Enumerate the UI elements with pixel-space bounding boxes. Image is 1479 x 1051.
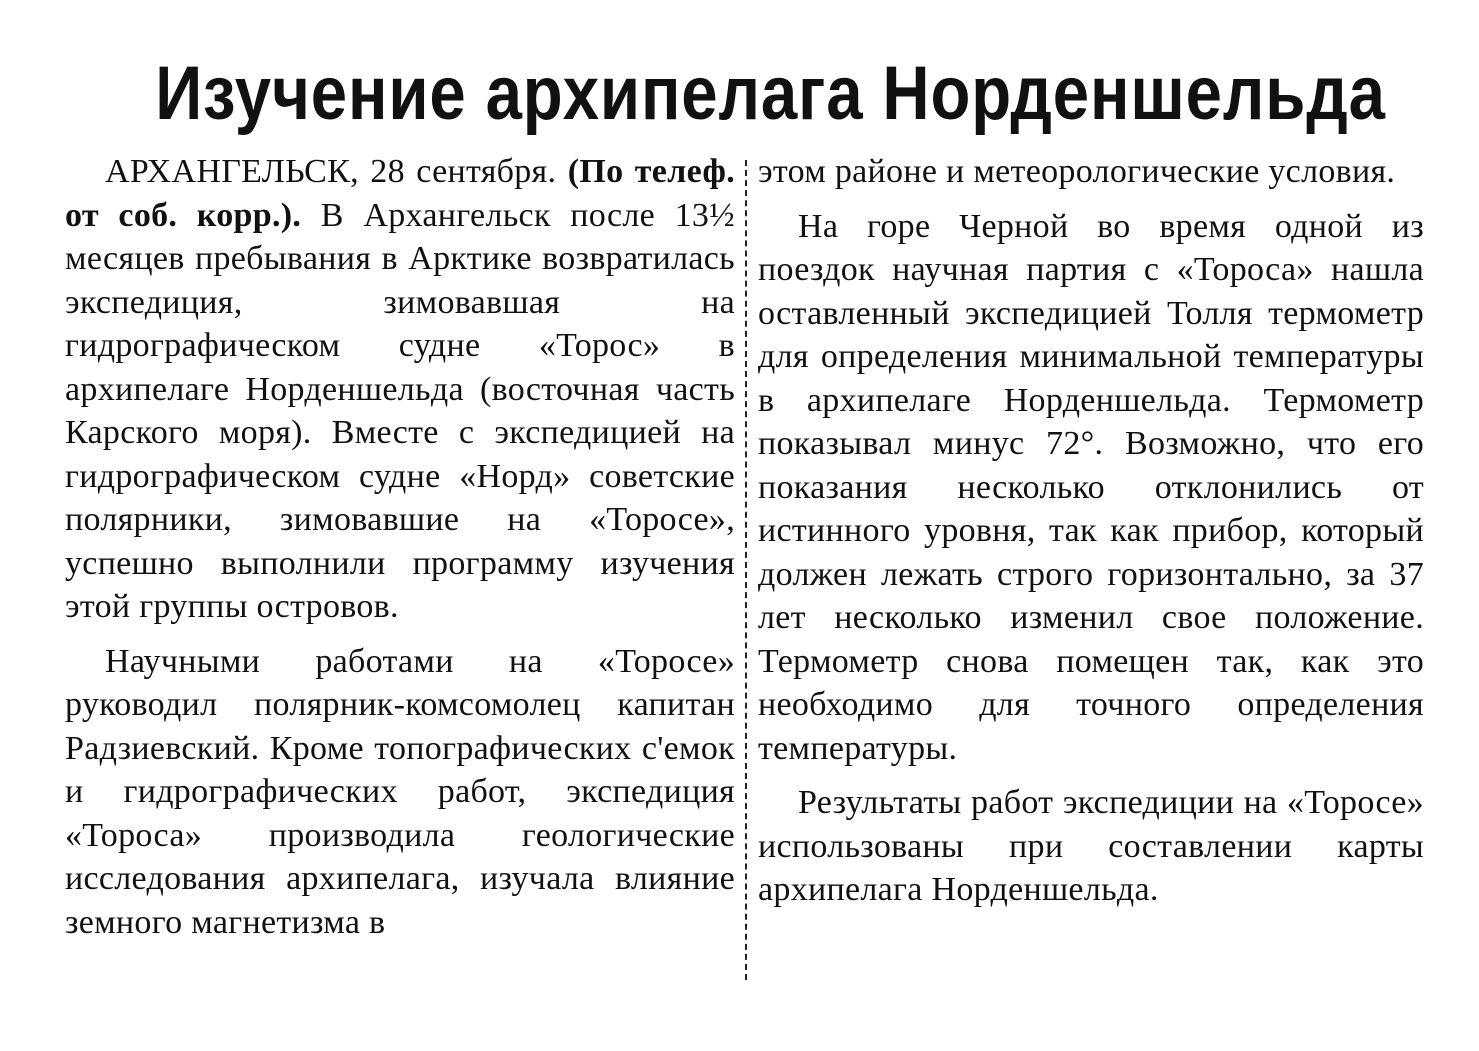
article-headline: Изучение архипелага Норденшельда xyxy=(155,51,1386,136)
paragraph xyxy=(65,150,735,629)
source-note: (По телеф. от соб. корр.). xyxy=(65,153,735,234)
paragraph: Результаты работ экспедиции на «Торосе» использованы при составлении карты архипелага Норденшельда. xyxy=(758,784,1424,908)
paragraph: На горе Черной во время одной из поездок научная партия с «Тороса» нашла оставленный экспедицией Толля термометр для определения минимальной температуры в архипелаге Норденшельда. Термометр показывал минус 72°. Возможно, что его показания несколько отклонились от истинного уровня, так как прибор, который должен лежать строго горизонтально, за 37 лет несколько изменил свое положение. Термометр снова помещен так, как это необходимо для точного определения температуры. xyxy=(758,207,1424,767)
paragraph: Научными работами на «Торосе» руководил полярник-комсомолец капитан Радзиевский. Кроме топографических с'емок и гидрографических работ, экспедиция «Тороса» производила геологические исследования архипелага, изучала влияние земного магнетизма в xyxy=(65,642,735,941)
right-column xyxy=(758,150,1424,923)
paragraph: этом районе и метеорологические условия. xyxy=(758,153,1396,190)
dateline: АРХАНГЕЛЬСК, 28 сентября. xyxy=(105,153,557,190)
column-divider xyxy=(745,160,747,980)
paragraph-body: В Архангельск после 13½ месяцев пребывания в Арктике возвратилась экспедиция, зимовавшая на гидрографическом судне «Торос» в архипелаге Норденшельда (восточная часть Карского моря). Вместе с экспедицией на гидрографическом судне «Норд» советские полярники, зимовавшие на «Торосе», успешно выполнили программу изучения этой группы островов. xyxy=(65,196,735,625)
left-column xyxy=(65,150,735,955)
